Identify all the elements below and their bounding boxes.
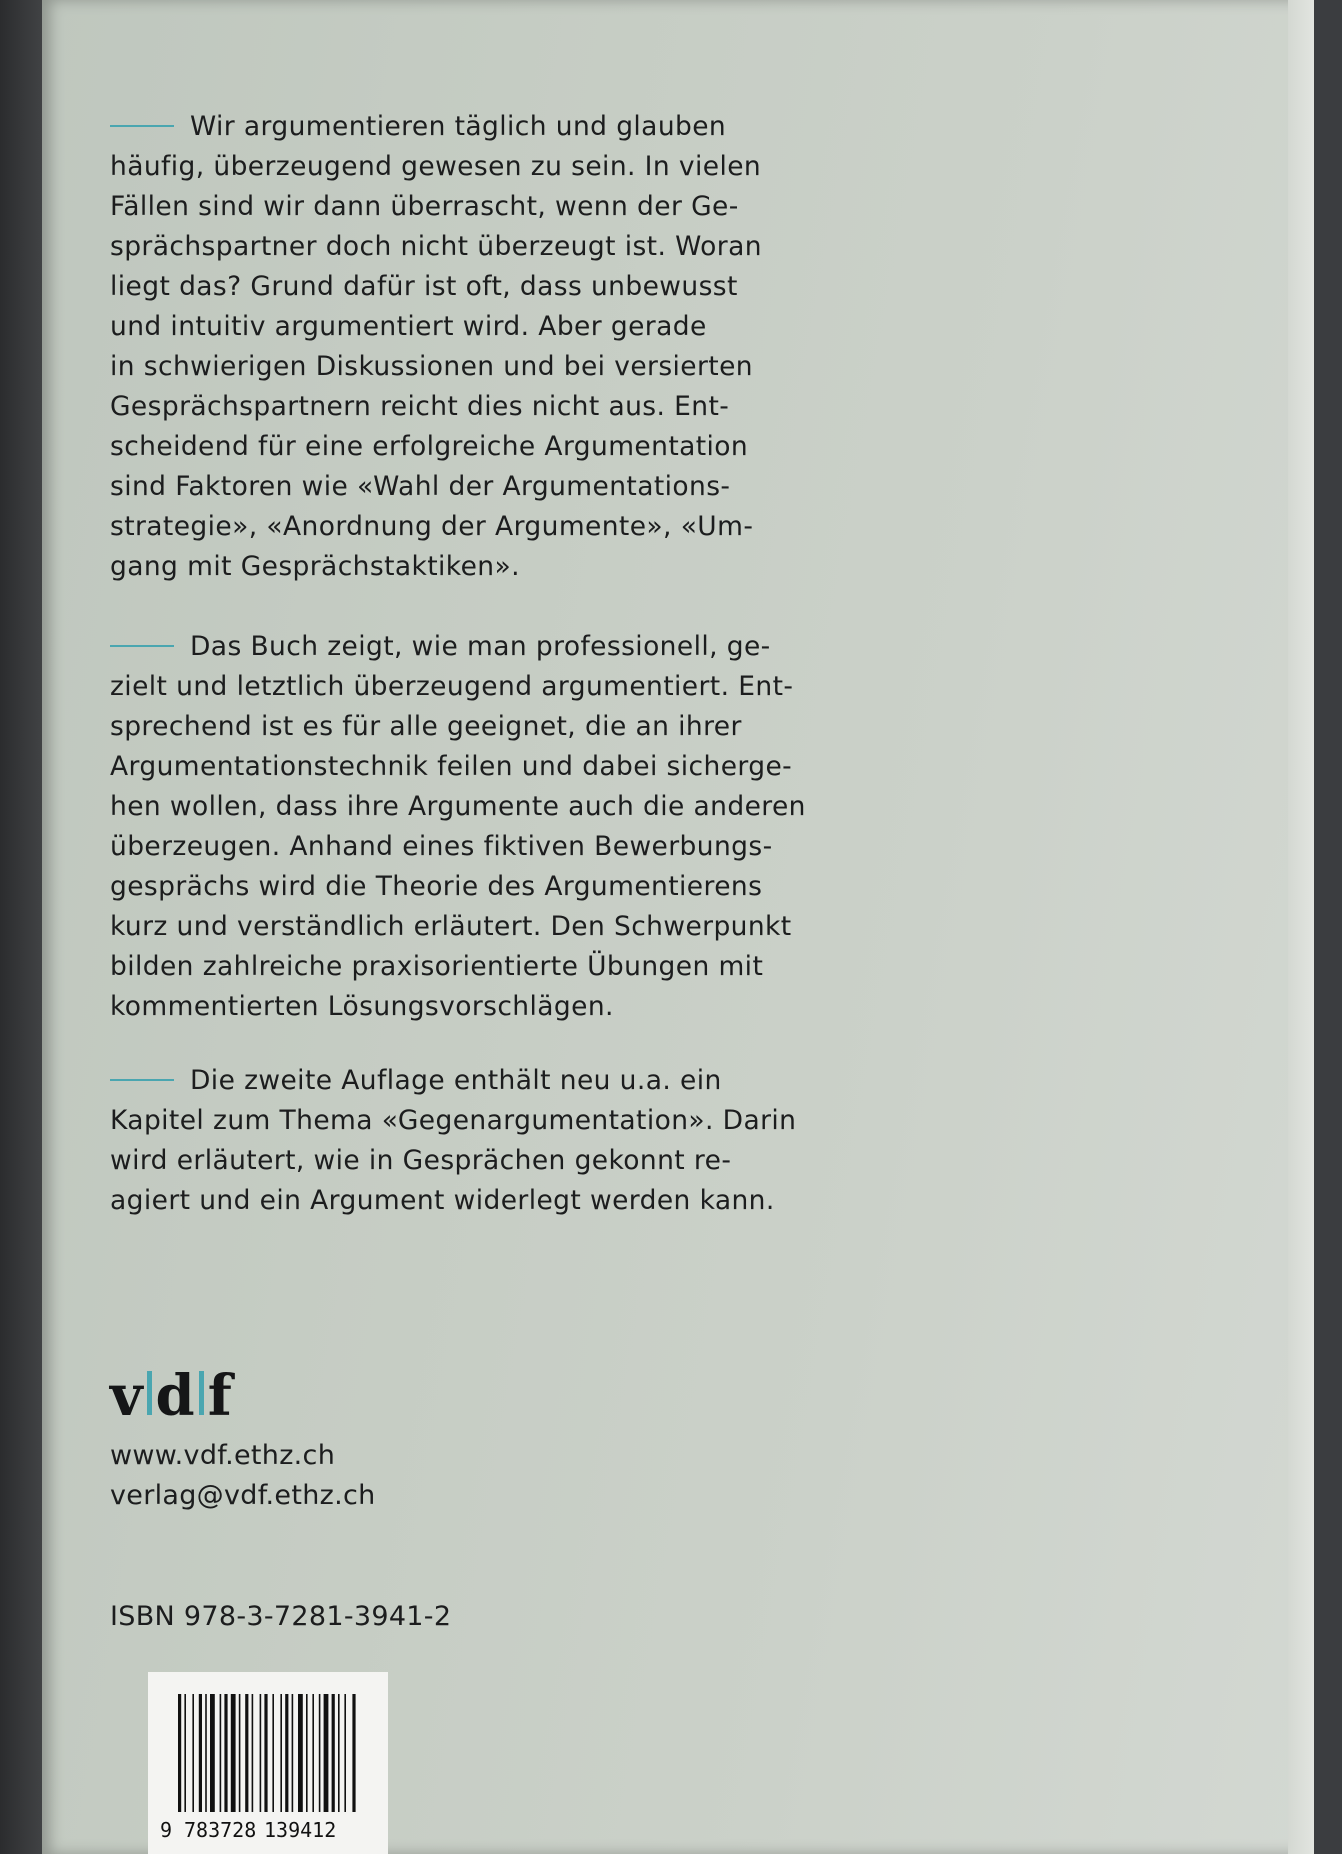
isbn-text: ISBN 978-3-7281-3941-2 (110, 1601, 452, 1632)
barcode-bar (319, 1694, 321, 1812)
blurb-paragraph-1 (110, 107, 870, 587)
barcode-bar (285, 1694, 288, 1812)
barcode-digits-group-1: 783728 (184, 1818, 257, 1842)
barcode-bar (192, 1694, 194, 1812)
barcode-bar (264, 1694, 267, 1812)
blurb-text-3: Die zweite Auflage enthält neu u.a. ein Kapitel zum Thema «Gegenargumentation». Darin wird erläutert, wie in Gesprächen gekonnt re- agiert und ein Argument widerlegt werden kann. (110, 1065, 797, 1216)
blurb-text-2: Das Buch zeigt, wie man professionell, ge- zielt und letztlich überzeugend argumentiert. Ent- sprechend ist es für alle geeignet, die an ihrer Argumentationstechnik feilen und dabei sicherge- hen wollen, dass ihre Argumente auch die anderen überzeugen. Anhand eines fiktiven Bewerbungs- gesprächs wird die Theorie des Argumentierens kurz und verständlich erläutert. Den Schwerpunkt bilden zahlreiche praxisorientierte Übungen mit kommentierten Lösungsvorschlägen. (110, 631, 806, 1022)
barcode-bar (338, 1694, 340, 1812)
barcode-bar (210, 1694, 215, 1812)
barcode-bars (178, 1694, 356, 1812)
barcode-bar (239, 1694, 241, 1812)
barcode-label (148, 1672, 388, 1854)
accent-dash-icon (110, 125, 174, 127)
logo-letter-f: f (207, 1363, 232, 1429)
barcode-bar (205, 1694, 207, 1812)
logo-accent-bar (199, 1371, 204, 1415)
book-page-edge (1288, 0, 1314, 1854)
barcode-bar (352, 1694, 355, 1812)
vdf-logo (110, 1363, 232, 1429)
logo-letter-d: d (155, 1363, 195, 1429)
barcode-bar (344, 1694, 346, 1812)
barcode-bar (292, 1694, 294, 1812)
barcode-bar (184, 1694, 186, 1812)
barcode-bar (298, 1694, 303, 1812)
accent-dash-icon (110, 645, 174, 647)
blurb-paragraph-3 (110, 1061, 870, 1221)
blurb-text-1: Wir argumentieren täglich und glauben häufig, überzeugend gewesen zu sein. In vielen Fällen sind wir dann überrascht, wenn der Ge- sprächspartner doch nicht überzeugt ist. Woran liegt das? Grund dafür ist oft, dass unbewusst und intuitiv argumentiert wird. Aber gerade in schwierigen Diskussionen und bei versierten Gesprächspartnern reicht dies nicht aus. Ent- scheidend für eine erfolgreiche Argumentation sind Faktoren wie «Wahl der Argumentations- strategie», «Anordnung der Argumente», «Um- gang mit Gesprächstaktiken». (110, 111, 762, 582)
publisher-website: www.vdf.ethz.ch (110, 1440, 336, 1471)
barcode-icon (148, 1672, 388, 1854)
barcode-bar (220, 1694, 222, 1812)
publisher-contact (110, 1436, 376, 1516)
barcode-bar (260, 1694, 262, 1812)
barcode-bar (224, 1694, 227, 1812)
barcode-bar (324, 1694, 329, 1812)
barcode-bar (306, 1694, 308, 1812)
barcode-bar (252, 1694, 254, 1812)
blurb-paragraph-2 (110, 627, 870, 1027)
accent-dash-icon (110, 1079, 174, 1081)
barcode-bar (199, 1694, 202, 1812)
barcode-bar (178, 1694, 181, 1812)
barcode-bar (332, 1694, 335, 1812)
barcode-digits-group-2: 139412 (264, 1818, 337, 1842)
barcode-bar (312, 1694, 314, 1812)
publisher-email: verlag@vdf.ethz.ch (110, 1480, 376, 1511)
logo-letter-v: v (110, 1363, 143, 1429)
barcode-bar (280, 1694, 282, 1812)
barcode-digit-first: 9 (160, 1818, 173, 1842)
barcode-bar (231, 1694, 236, 1812)
barcode-bar (272, 1694, 274, 1812)
barcode-bar (245, 1694, 248, 1812)
logo-accent-bar (147, 1371, 152, 1415)
